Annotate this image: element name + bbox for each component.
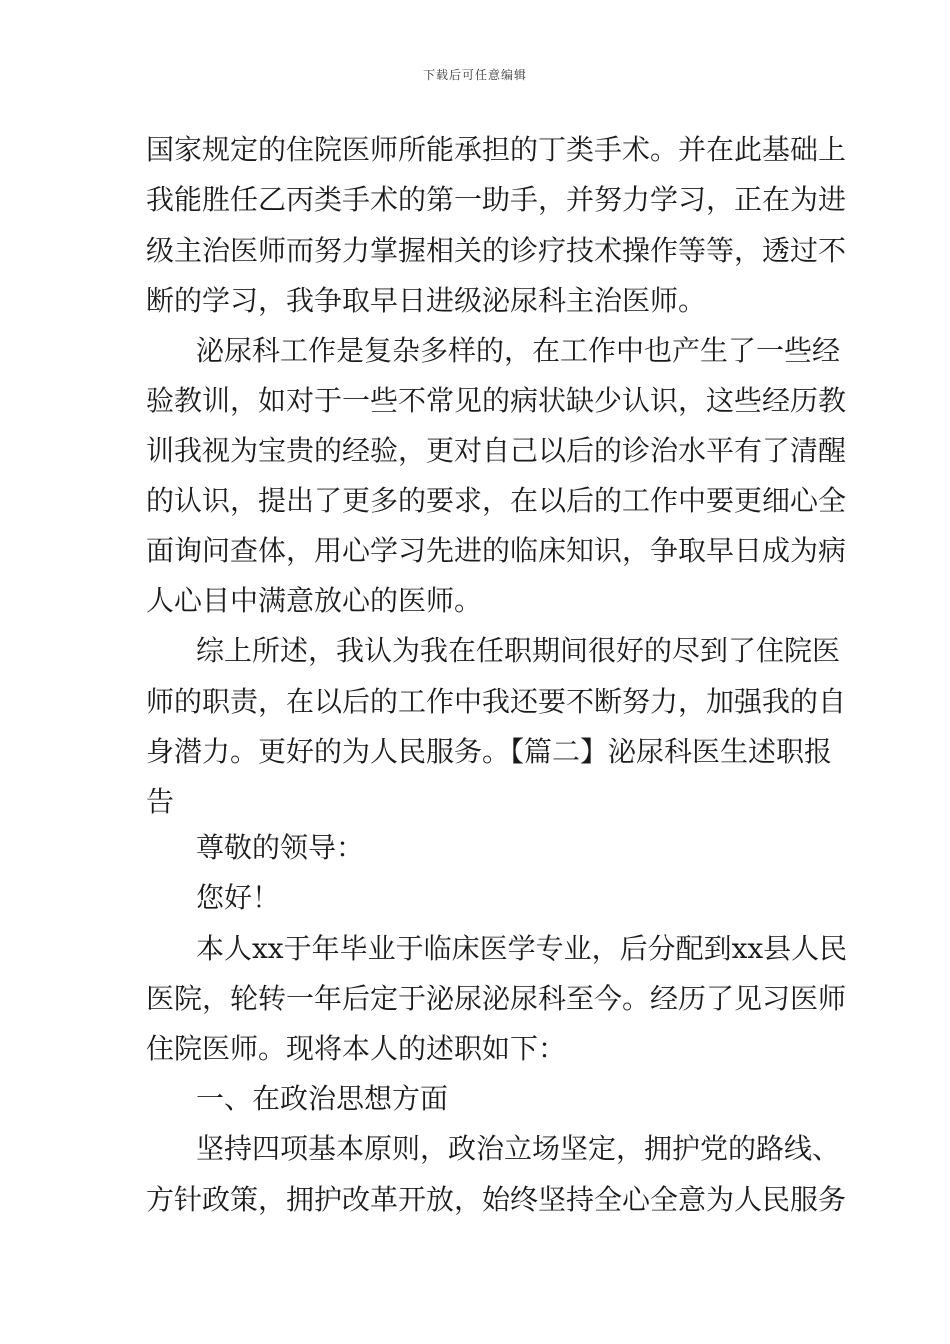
text-line: 尊敬的领导： bbox=[196, 831, 365, 864]
text-line: 我能胜任乙丙类手术的第一助手，并努力学习，正在为进 bbox=[146, 183, 847, 216]
text-line: 身潜力。更好的为人民服务。【篇二】泌尿科医生述职报 bbox=[146, 735, 833, 768]
text-line: 国家规定的住院医师所能承担的丁类手术。并在此基础上 bbox=[146, 133, 847, 166]
text-line: 面询问查体，用心学习先进的临床知识，争取早日成为病 bbox=[146, 534, 847, 567]
text-line: 验教训，如对于一些不常见的病状缺少认识，这些经历教 bbox=[146, 384, 847, 417]
text-line: 住院医师。现将本人的述职如下： bbox=[146, 1032, 567, 1065]
text-line: 方针政策，拥护改革开放，始终坚持全心全意为人民服务 bbox=[146, 1183, 847, 1216]
text-line: 一、在政治思想方面 bbox=[196, 1082, 449, 1115]
text-line: 告 bbox=[146, 785, 175, 818]
text-line: 的认识，提出了更多的要求，在以后的工作中要更细心全 bbox=[146, 484, 847, 517]
text-line: 级主治医师而努力掌握相关的诊疗技术操作等等，透过不 bbox=[146, 234, 847, 267]
text-line: 您好！ bbox=[196, 881, 281, 914]
text-line: 医院，轮转一年后定于泌尿泌尿科至今。经历了见习医师 bbox=[146, 982, 847, 1015]
text-line: 本人xx于年毕业于临床医学专业，后分配到xx县人民 bbox=[196, 932, 848, 965]
text-line: 综上所述，我认为我在任职期间很好的尽到了住院医 bbox=[196, 634, 841, 667]
text-line: 断的学习，我争取早日进级泌尿科主治医师。 bbox=[146, 284, 707, 317]
text-line: 训我视为宝贵的经验，更对自己以后的诊治水平有了清醒 bbox=[146, 434, 847, 467]
page-header: 下载后可任意编辑 bbox=[422, 68, 527, 82]
text-line: 坚持四项基本原则，政治立场坚定，拥护党的路线、 bbox=[196, 1132, 841, 1165]
text-line: 泌尿科工作是复杂多样的，在工作中也产生了一些经 bbox=[196, 334, 841, 367]
text-line: 师的职责，在以后的工作中我还要不断努力，加强我的自 bbox=[146, 685, 847, 718]
text-line: 人心目中满意放心的医师。 bbox=[146, 584, 483, 617]
